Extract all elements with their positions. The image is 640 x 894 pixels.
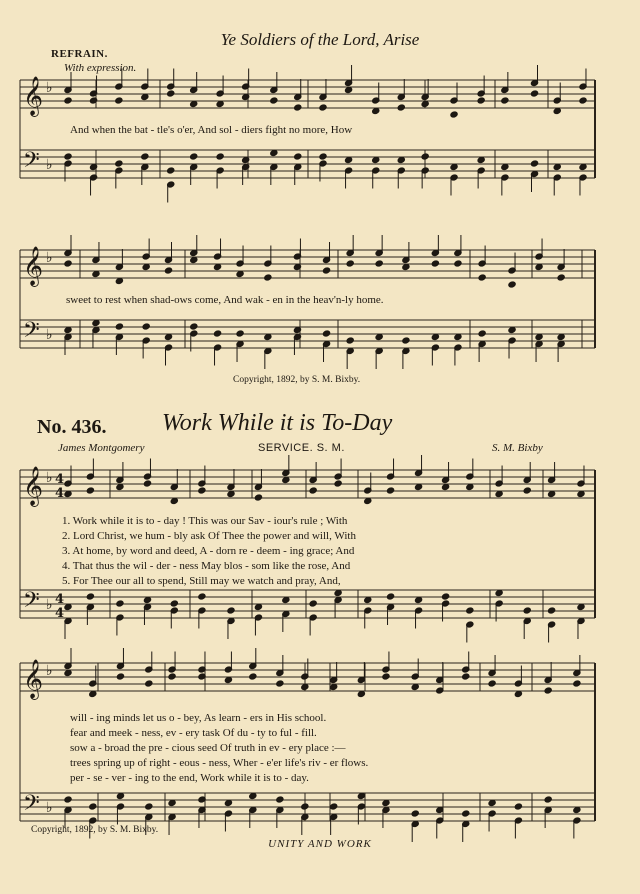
footer-topic: UNITY AND WORK <box>268 838 372 850</box>
svg-text:𝄞: 𝄞 <box>23 659 44 699</box>
svg-text:𝄢: 𝄢 <box>23 318 40 348</box>
svg-text:♭: ♭ <box>46 327 53 343</box>
svg-text:♭: ♭ <box>46 470 53 486</box>
verse-5-line-1: 5. For Thee our all to spend, Still may we watch and pray, And, <box>62 575 341 587</box>
svg-text:𝄞: 𝄞 <box>23 246 44 286</box>
svg-text:4: 4 <box>55 592 65 607</box>
verse-1-line-1: 1. Work while it is to - day ! This was our Sav - iour's rule ; With <box>62 515 348 527</box>
svg-text:𝄞: 𝄞 <box>23 466 44 506</box>
svg-text:♭: ♭ <box>46 157 53 173</box>
copyright-bottom: Copyright, 1892, by S. M. Bixby. <box>31 825 159 835</box>
svg-text:𝄢: 𝄢 <box>23 791 40 821</box>
verse-2-line-1: 2. Lord Christ, we hum - bly ask Of Thee the power and will, With <box>62 530 356 542</box>
svg-text:4: 4 <box>55 606 65 621</box>
refrain-lyric-line-2: sweet to rest when shad-ows come, And wak - en in the heav'n-ly home. <box>66 294 384 306</box>
svg-text:♭: ♭ <box>46 250 53 266</box>
verse-3-line-2: sow a - broad the pre - cious seed Of truth in ev - ery place :— <box>70 742 346 754</box>
svg-text:4: 4 <box>55 486 65 501</box>
verse-4-line-2: trees spring up of right - eous - ness, Wher - e'er life's riv - er flows. <box>70 757 369 769</box>
copyright-top: Copyright, 1892, by S. M. Bixby. <box>233 375 361 385</box>
refrain-lyric-line-1: And when the bat - tle's o'er, And sol - diers fight no more, How <box>70 124 353 136</box>
svg-text:♭: ♭ <box>46 80 53 96</box>
composer: S. M. Bixby <box>492 442 543 454</box>
verse-4-line-1: 4. That thus the wil - der - ness May blos - som like the rose, And <box>62 560 351 572</box>
hymn-number: No. 436. <box>37 416 107 438</box>
svg-text:♭: ♭ <box>46 597 53 613</box>
hymn-title: Work While it is To-Day <box>162 410 393 436</box>
svg-text:4: 4 <box>55 472 65 487</box>
verse-5-line-2: per - se - ver - ing to the end, Work while it is to - day. <box>70 772 309 784</box>
running-title: Ye Soldiers of the Lord, Arise <box>220 30 420 49</box>
svg-text:♭: ♭ <box>46 800 53 816</box>
svg-text:♭: ♭ <box>46 663 53 679</box>
refrain-label: REFRAIN. <box>51 48 108 60</box>
tune-meter: SERVICE. S. M. <box>258 442 345 454</box>
expression-marking: With expression. <box>64 62 137 74</box>
svg-text:𝄢: 𝄢 <box>23 148 40 178</box>
verse-3-line-1: 3. At home, by word and deed, A - dorn re - deem - ing grace; And <box>62 545 355 557</box>
verse-2-line-2: fear and meek - ness, ev - ery task Of du - ty to ful - fill. <box>70 727 317 739</box>
svg-text:𝄢: 𝄢 <box>23 588 40 618</box>
svg-text:𝄞: 𝄞 <box>23 76 44 116</box>
verse-1-line-2: will - ing minds let us o - bey, As learn - ers in His school. <box>70 712 327 724</box>
author: James Montgomery <box>58 442 145 454</box>
